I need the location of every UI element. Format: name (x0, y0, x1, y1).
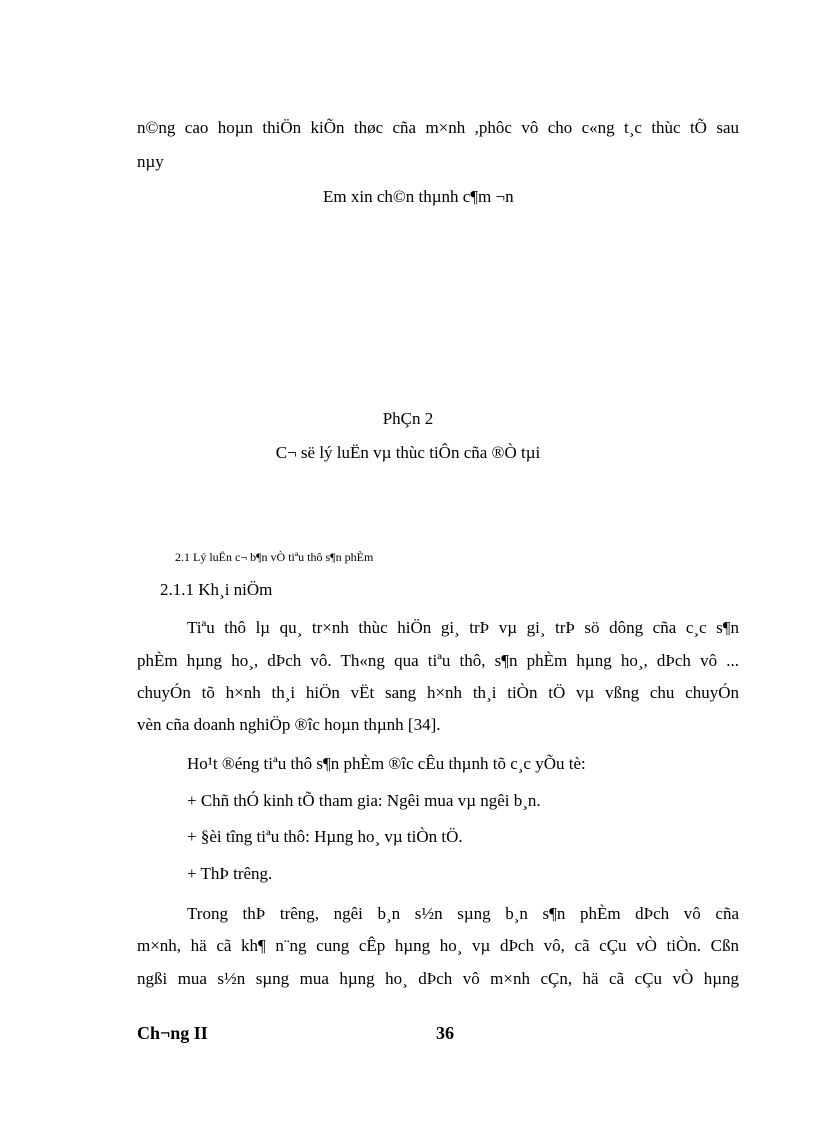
intro-line-1: n©ng cao hoµn thiÖn kiÕn thøc cña m×nh ,phôc vô cho c«ng t¸c thùc tÕ sau (137, 118, 739, 137)
paragraph-1-line: Tiªu thô lµ qu¸ tr×nh thùc hiÖn gi¸ trÞ vµ gi¸ trÞ sö dông cña c¸c s¶n (187, 618, 739, 637)
list-item: + Chñ thÓ kinh tÕ tham gia: Ngêi mua vµ ngêi b¸n. (187, 791, 541, 810)
paragraph-2: Ho¹t ®éng tiªu thô s¶n phÈm ®îc cÊu thµnh tõ c¸c yÕu tè: (187, 754, 586, 773)
list-item: + ThÞ trêng. (187, 864, 273, 883)
thanks-line: Em xin ch©n thµnh c¶m ¬n (323, 187, 514, 206)
subsection-heading: 2.1.1 Kh¸i niÖm (160, 580, 273, 599)
paragraph-3-line: m×nh, hä cã kh¶ n¨ng cung cÊp hµng ho¸ vµ dÞch vô, cã cÇu vÒ tiÒn. Cßn (137, 936, 739, 955)
paragraph-3-line: Trong thÞ trêng, ngêi b¸n s½n sµng b¸n s¶n phÈm dÞch vô cña (187, 904, 739, 923)
list-item: + §èi tîng tiªu thô: Hµng ho¸ vµ tiÒn tÖ. (187, 827, 463, 846)
page-number: 36 (436, 1023, 454, 1043)
paragraph-1-line: vèn cña doanh nghiÖp ®îc hoµn thµnh [34]. (137, 715, 441, 734)
paragraph-1-line: chuyÓn tõ h×nh th¸i hiÖn vËt sang h×nh th¸i tiÒn tÖ vµ vßng chu chuyÓn (137, 683, 739, 702)
section-heading: 2.1 Lý luËn c¬ b¶n vÒ tiªu thô s¶n phÈm (175, 550, 374, 564)
paragraph-3-line: ngßi mua s½n sµng mua hµng ho¸ dÞch vô m×nh cÇn, hä cã cÇu vÒ hµng (137, 969, 739, 988)
paragraph-1-line: phÈm hµng ho¸, dÞch vô. Th«ng qua tiªu thô, s¶n phÈm hµng ho¸, dÞch vô ... (137, 651, 739, 670)
part-label: PhÇn 2 (382, 409, 434, 428)
intro-line-2: nµy (137, 152, 164, 171)
footer-chapter: Ch¬ng II (137, 1023, 208, 1043)
part-title: C¬ së lý luËn vµ thùc tiÔn cña ®Ò tµi (275, 443, 541, 462)
